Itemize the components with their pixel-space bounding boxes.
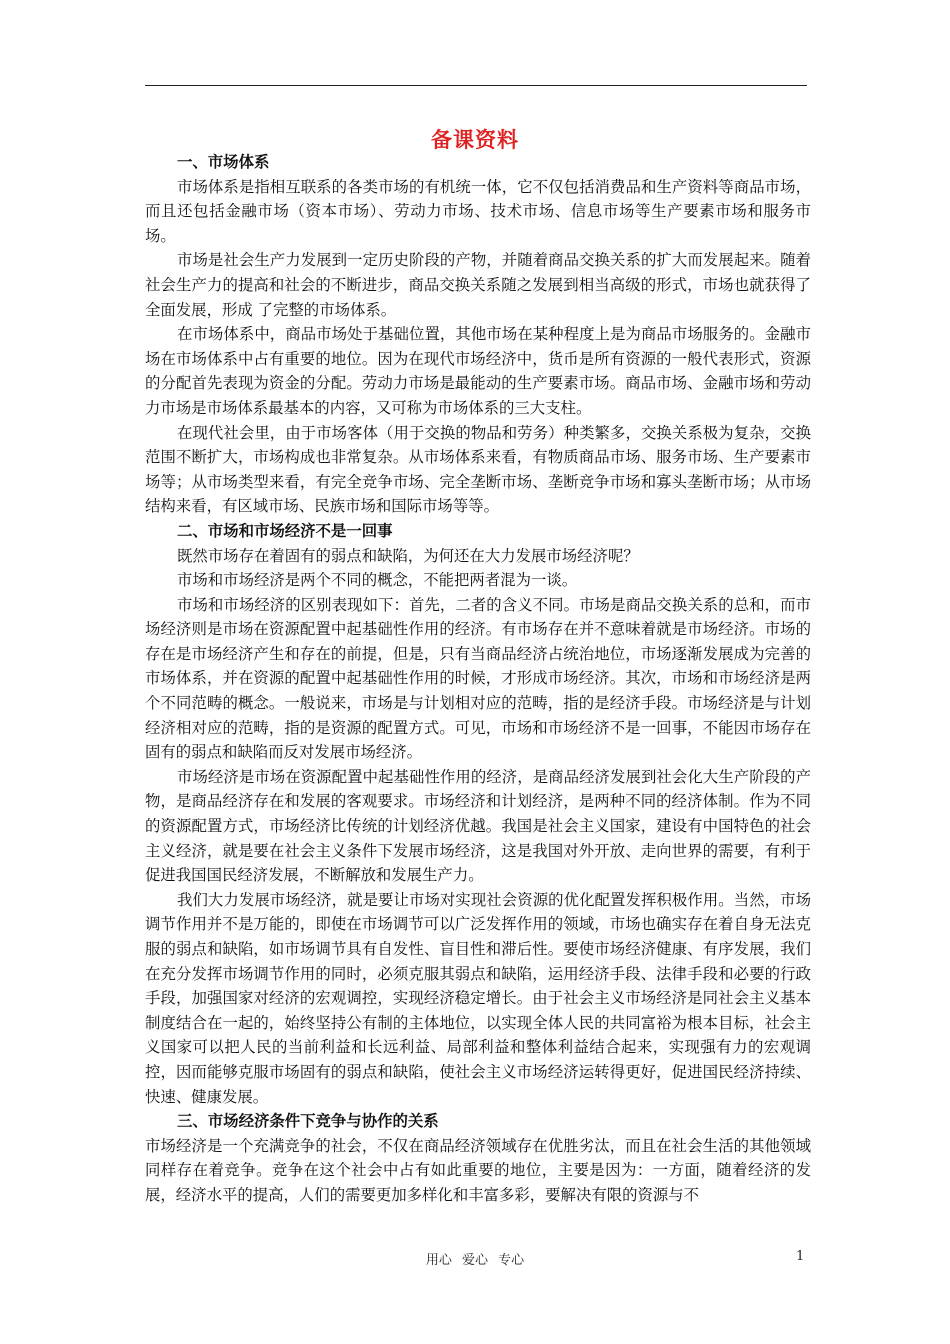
section-2-paragraph: 既然市场存在着固有的弱点和缺陷，为何还在大力发展市场经济呢？	[177, 546, 639, 565]
header-rule	[145, 85, 807, 86]
section-1-heading: 一、市场体系	[177, 153, 270, 171]
section-1-paragraph: 在现代社会里，由于市场客体（用于交换的物品和劳务）种类繁多，交换关系极为复杂，交换范围不断扩大，市场构成也非常复杂。从市场体系来看，有物质商品市场、服务市场、生产要素市场等；从市场类型来看，有完全竞争市场、完全垄断市场、垄断竞争市场和寡头垄断市场；从市场结构来看，有区域市场、民族市场和国际市场等等。	[145, 423, 811, 516]
section-2-paragraph: 市场和市场经济是两个不同的概念，不能把两者混为一谈。	[177, 571, 578, 590]
footer-motto: 用心 爱心 专心	[425, 1253, 525, 1268]
section-2-paragraph: 市场和市场经济的区别表现如下：首先，二者的含义不同。市场是商品交换关系的总和，而市场经济则是市场在资源配置中起基础性作用的经济。有市场存在并不意味着就是市场经济。市场的存在是市场经济产生和存在的前提，但是，只有当商品经济占统治地位，市场逐渐发展成为完善的市场体系，并在资源的配置中起基础性作用的时候，才形成市场经济。其次，市场和市场经济是两个不同范畴的概念。一般说来，市场是与计划相对应的范畴，指的是经济手段。市场经济是与计划经济相对应的范畴，指的是资源的配置方式。可见，市场和市场经济不是一回事，不能因市场存在固有的弱点和缺陷而反对发展市场经济。	[145, 595, 811, 762]
section-2-paragraph: 我们大力发展市场经济，就是要让市场对实现社会资源的优化配置发挥积极作用。当然，市场调节作用并不是万能的，即使在市场调节可以广泛发挥作用的领域，市场也确实存在着自身无法克服的弱点和缺陷，如市场调节具有自发性、盲目性和滞后性。要使市场经济健康、有序发展，我们在充分发挥市场调节作用的同时，必须克服其弱点和缺陷，运用经济手段、法律手段和必要的行政手段，加强国家对经济的宏观调控，实现经济稳定增长。由于社会主义市场经济是同社会主义基本制度结合在一起的，始终坚持公有制的主体地位，以实现全体人民的共同富裕为根本目标，社会主义国家可以把人民的当前利益和长远利益、局部利益和整体利益结合起来，实现强有力的宏观调控，因而能够克服市场固有的弱点和缺陷，使社会主义市场经济运转得更好，促进国民经济持续、快速、健康发展。	[145, 890, 811, 1106]
page-number: 1	[796, 1249, 805, 1264]
section-3-paragraph: 市场经济是一个充满竞争的社会，不仅在商品经济领域存在优胜劣汰，而且在社会生活的其他领域同样存在着竞争。竞争在这个社会中占有如此重要的地位，主要是因为：一方面，随着经济的发展，经济水平的提高，人们的需要更加多样化和丰富多彩，要解决有限的资源与不	[145, 1136, 811, 1204]
section-2-paragraph: 市场经济是市场在资源配置中起基础性作用的经济，是商品经济发展到社会化大生产阶段的产物，是商品经济存在和发展的客观要求。市场经济和计划经济，是两种不同的经济体制。作为不同的资源配置方式，市场经济比传统的计划经济优越。我国是社会主义国家，建设有中国特色的社会主义经济，就是要在社会主义条件下发展市场经济，这是我国对外开放、走向世界的需要，有利于促进我国国民经济发展，不断解放和发展生产力。	[145, 767, 811, 885]
section-2-heading: 二、市场和市场经济不是一回事	[177, 521, 393, 540]
section-1-paragraph: 在市场体系中，商品市场处于基础位置，其他市场在某种程度上是为商品市场服务的。金融市场在市场体系中占有重要的地位。因为在现代市场经济中，货币是所有资源的一般代表形式，资源的分配首先表现为资金的分配。劳动力市场是最能动的生产要素市场。商品市场、金融市场和劳动力市场是市场体系最基本的内容，又可称为市场体系的三大支柱。	[145, 325, 811, 417]
section-1-paragraph: 市场是社会生产力发展到一定历史阶段的产物，并随着商品交换关系的扩大而发展起来。随着社会生产力的提高和社会的不断进步，商品交换关系随之发展到相当高级的形式，市场也就获得了全面发展，形成 了完整的市场体系。	[145, 251, 811, 319]
section-1-paragraph: 市场体系是指相互联系的各类市场的有机统一体，它不仅包括消费品和生产资料等商品市场，而且还包括金融市场（资本市场）、劳动力市场、技术市场、信息市场等生产要素市场和服务市场。	[145, 177, 811, 245]
section-3-heading: 三、市场经济条件下竞争与协作的关系	[177, 1112, 439, 1131]
document-title: 备课资料	[431, 127, 519, 152]
document-body	[145, 150, 811, 1208]
